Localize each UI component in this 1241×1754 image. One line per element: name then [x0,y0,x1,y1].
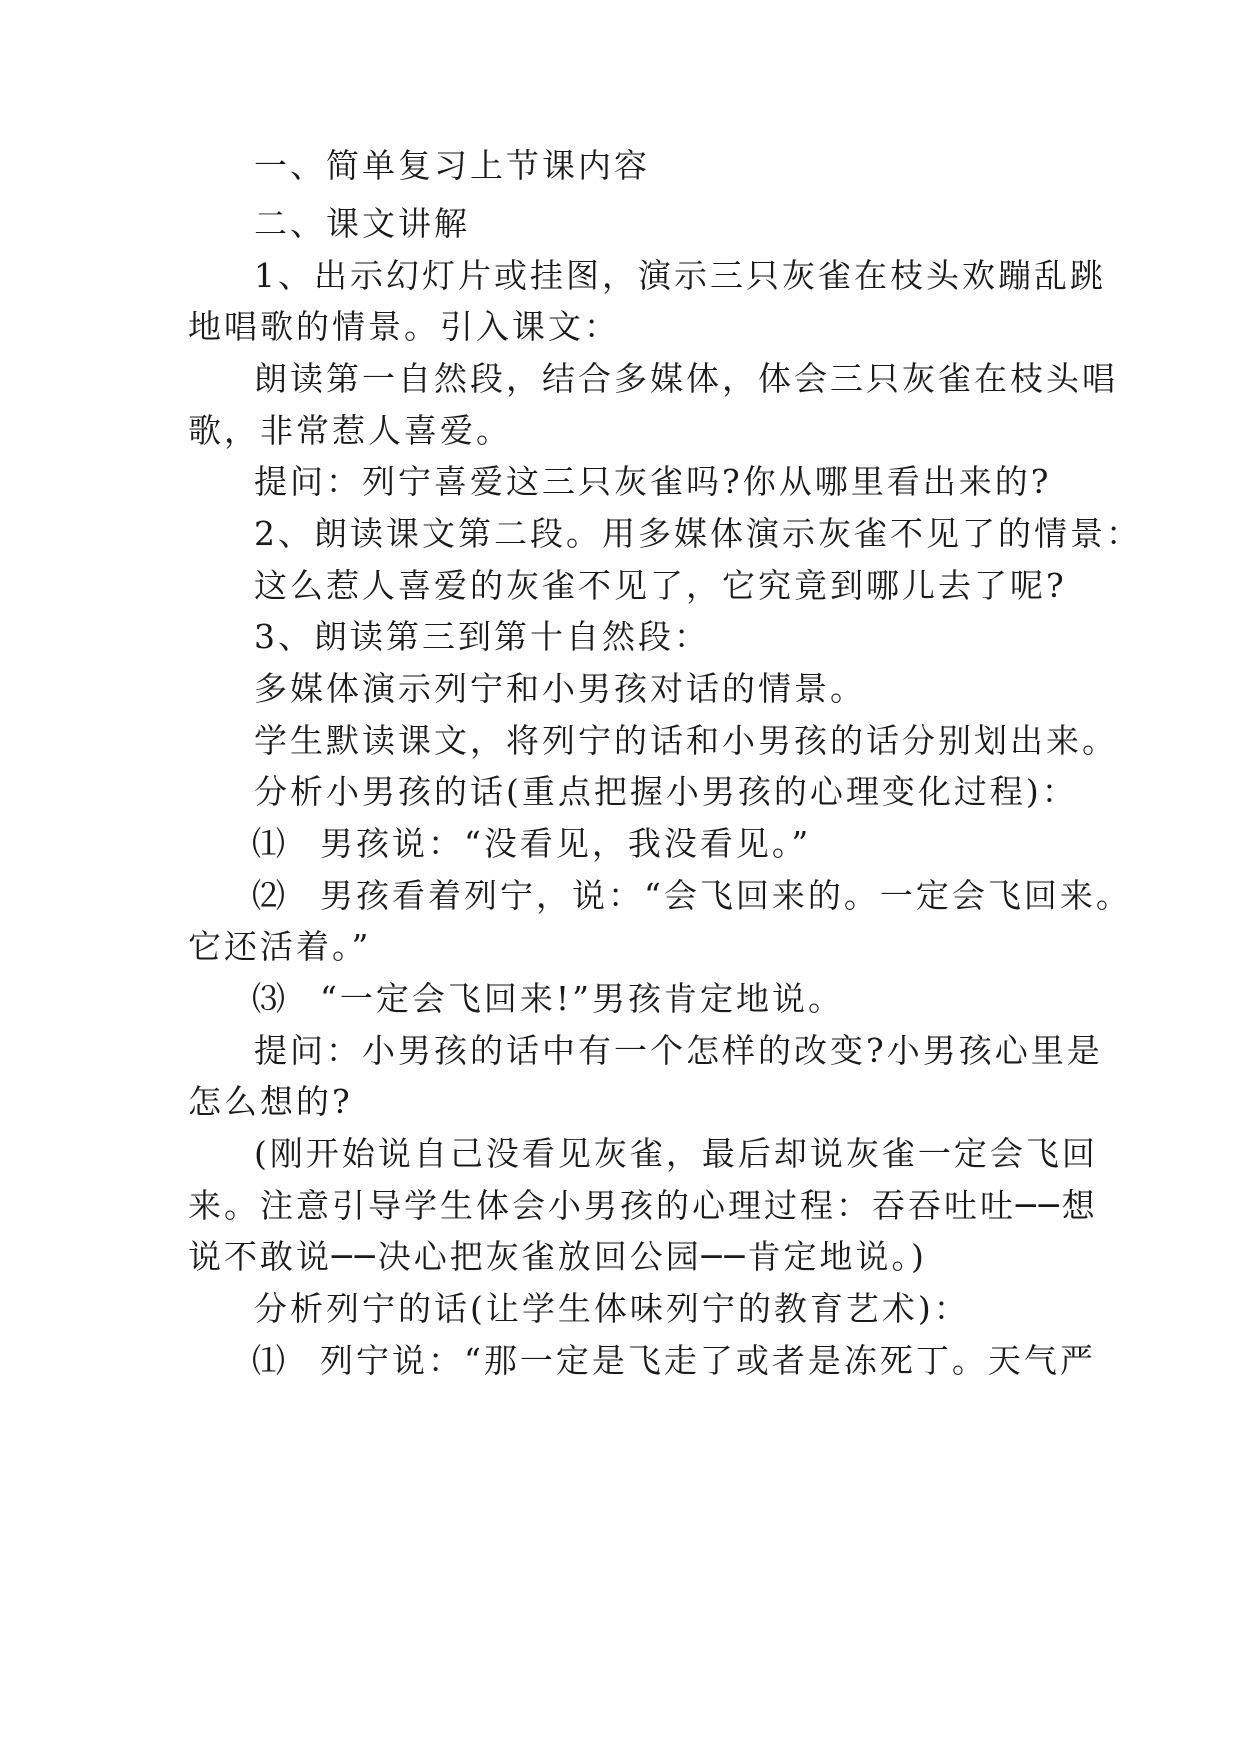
list-number: ⑴ [252,1341,288,1380]
list-number: ⑶ [252,979,288,1018]
list-number: ⑴ [252,824,288,863]
paragraph-line: 来。注意引导学生体会小男孩的心理过程：吞吞吐吐──想 [188,1186,1098,1225]
paragraph-line: 提问：小男孩的话中有一个怎样的改变?小男孩心里是 [254,1031,1103,1070]
paragraph-line: 1、出示幻灯片或挂图，演示三只灰雀在枝头欢蹦乱跳 [254,256,1106,295]
list-item-text: “一定会飞回来!”男孩肯定地说。 [320,979,845,1018]
paragraph-line: 2、朗读课文第二段。用多媒体演示灰雀不见了的情景： [254,514,1142,553]
heading-explain: 二、课文讲解 [254,204,470,243]
paragraph-line: 提问：列宁喜爱这三只灰雀吗?你从哪里看出来的? [254,462,1052,501]
paragraph-line: 分析列宁的话(让学生体味列宁的教育艺术)： [254,1289,970,1328]
paragraph-line: 分析小男孩的话(重点把握小男孩的心理变化过程)： [254,772,1078,811]
list-item-text: 男孩说：“没看见，我没看见。” [320,824,812,863]
list-item-text: 男孩看着列宁，说：“会飞回来的。一定会飞回来。 [320,876,1132,915]
paragraph-line: 3、朗读第三到第十自然段： [254,617,710,656]
paragraph-line: 歌，非常惹人喜爱。 [188,411,512,450]
paragraph-line: 朗读第一自然段，结合多媒体，体会三只灰雀在枝头唱 [254,359,1118,398]
paragraph-line: 说不敢说──决心把灰雀放回公园──肯定地说。) [188,1237,927,1276]
list-item-text: 列宁说：“那一定是飞走了或者是冻死丁。天气严 [320,1341,1096,1380]
heading-review: 一、简单复习上节课内容 [254,146,650,185]
list-number: ⑵ [252,876,288,915]
paragraph-line: 学生默读课文，将列宁的话和小男孩的话分别划出来。 [254,721,1118,760]
paragraph-line: 它还活着。” [188,927,372,966]
paragraph-line: (刚开始说自己没看见灰雀，最后却说灰雀一定会飞回 [254,1134,1098,1173]
paragraph-line: 地唱歌的情景。引入课文： [188,307,620,346]
paragraph-line: 这么惹人喜爱的灰雀不见了，它究竟到哪儿去了呢? [254,566,1067,605]
paragraph-line: 多媒体演示列宁和小男孩对话的情景。 [254,669,866,708]
paragraph-line: 怎么想的? [188,1082,353,1121]
